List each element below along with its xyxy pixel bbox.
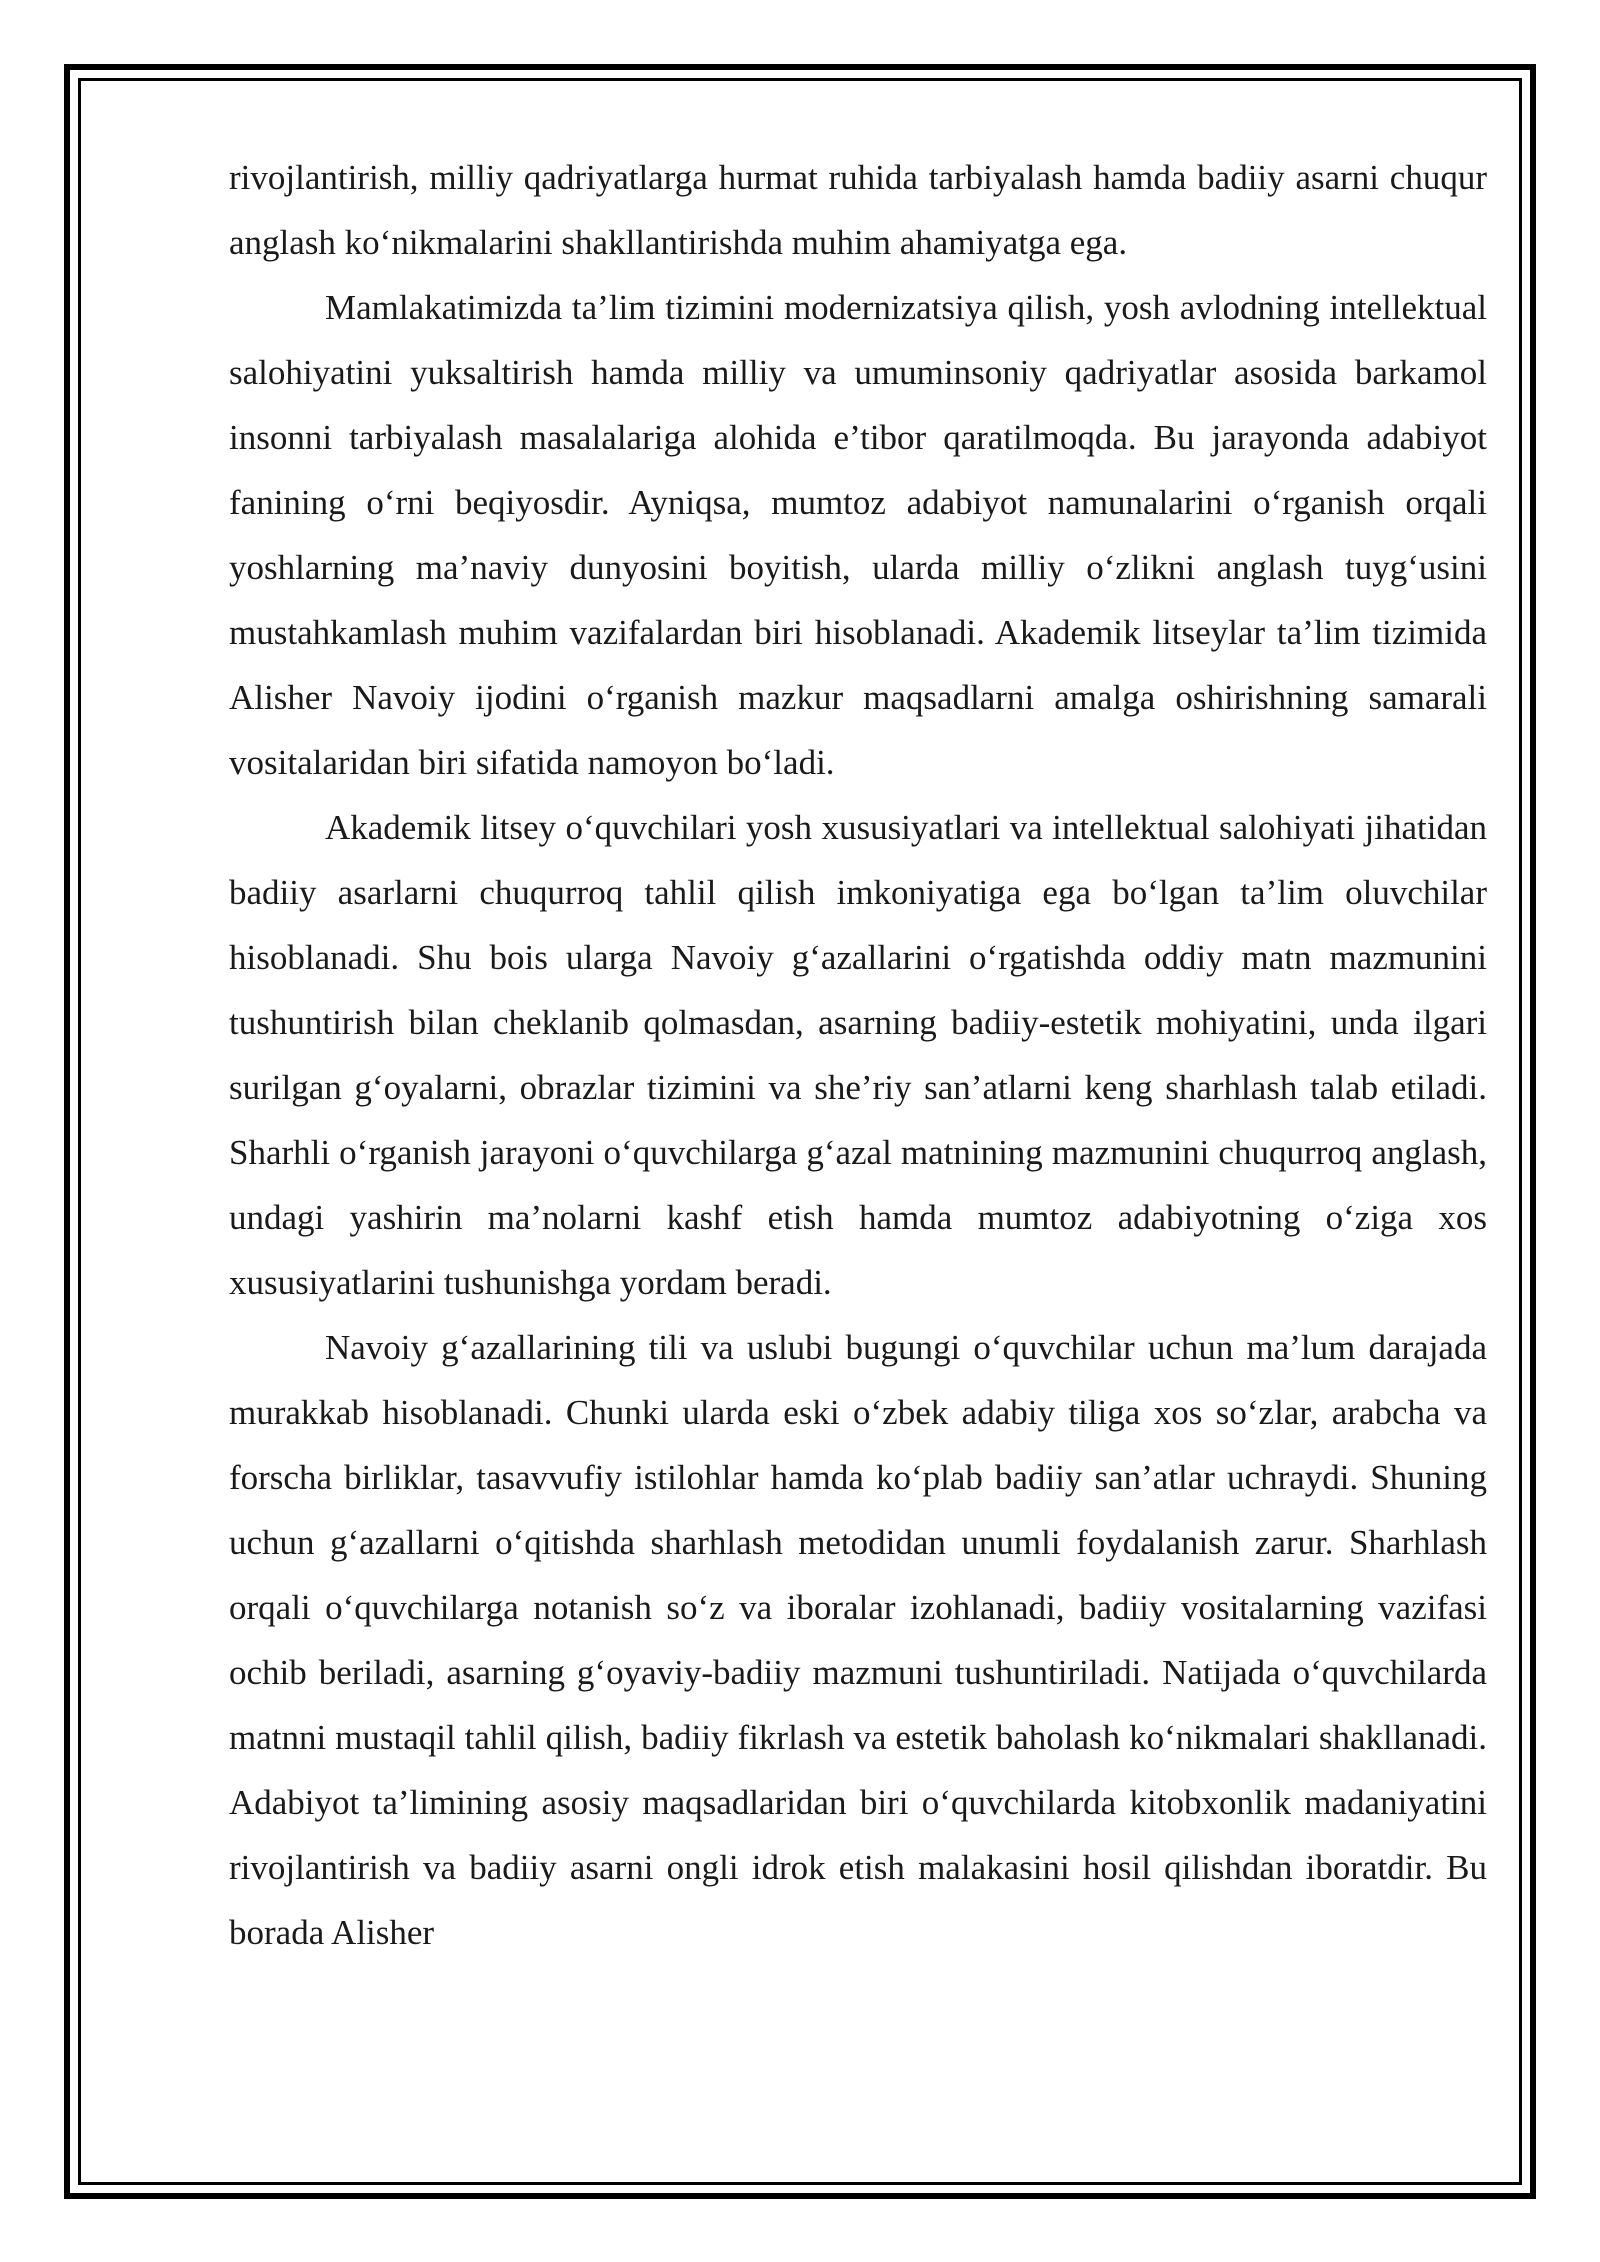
paragraph-1: rivojlantirish, milliy qadriyatlarga hurmat ruhida tarbiyalash hamda badiiy asarni chuqur anglash ko‘nikmalarini shakllantirishda muhim ahamiyatga ega. — [229, 158, 1487, 262]
paragraph-2: Mamlakatimizda ta’lim tizimini modernizatsiya qilish, yosh avlodning intellektual salohiyatini yuksaltirish hamda milliy va umuminsoniy qadriyatlar asosida barkamol insonni tarbiyalash masalalariga alohida e’tibor qaratilmoqda. Bu jarayonda adabiyot fanining o‘rni beqiyosdir. Ayniqsa, mumtoz adabiyot namunalarini o‘rganish orqali yoshlarning ma’naviy dunyosini boyitish, ularda milliy o‘zlikni anglash tuyg‘usini mustahkamlash muhim vazifalardan biri hisoblanadi. Akademik litseylar ta’lim tizimida Alisher Navoiy ijodini o‘rganish mazkur maqsadlarni amalga oshirishning samarali vositalaridan biri sifatida namoyon bo‘ladi. — [229, 288, 1487, 782]
paragraph-4: Navoiy g‘azallarining tili va uslubi bugungi o‘quvchilar uchun ma’lum darajada murakkab hisoblanadi. Chunki ularda eski o‘zbek adabiy tiliga xos so‘zlar, arabcha va forscha birliklar, tasavvufiy istilohlar hamda ko‘plab badiiy san’atlar uchraydi. Shuning uchun g‘azallarni o‘qitishda sharhlash metodidan unumli foydalanish zarur. Sharhlash orqali o‘quvchilarga notanish so‘z va iboralar izohlanadi, badiiy vositalarning vazifasi ochib beriladi, asarning g‘oyaviy-badiiy mazmuni tushuntiriladi. Natijada o‘quvchilarda matnni mustaqil tahlil qilish, badiiy fikrlash va estetik baholash ko‘nikmalari shakllanadi. Adabiyot ta’limining asosiy maqsadlaridan biri o‘quvchilarda kitobxonlik madaniyatini rivojlantirish va badiiy asarni ongli idrok etish malakasini hosil qilishdan iboratdir. Bu borada Alisher — [229, 1328, 1487, 1952]
document-body — [229, 145, 1487, 1965]
paragraph-3: Akademik litsey o‘quvchilari yosh xususiyatlari va intellektual salohiyati jihatidan badiiy asarlarni chuqurroq tahlil qilish imkoniyatiga ega bo‘lgan ta’lim oluvchilar hisoblanadi. Shu bois ularga Navoiy g‘azallarini o‘rgatishda oddiy matn mazmunini tushuntirish bilan cheklanib qolmasdan, asarning badiiy-estetik mohiyatini, unda ilgari surilgan g‘oyalarni, obrazlar tizimini va she’riy san’atlarni keng sharhlash talab etiladi. Sharhli o‘rganish jarayoni o‘quvchilarga g‘azal matnining mazmunini chuqurroq anglash, undagi yashirin ma’nolarni kashf etish hamda mumtoz adabiyotning o‘ziga xos xususiyatlarini tushunishga yordam beradi. — [229, 808, 1487, 1302]
